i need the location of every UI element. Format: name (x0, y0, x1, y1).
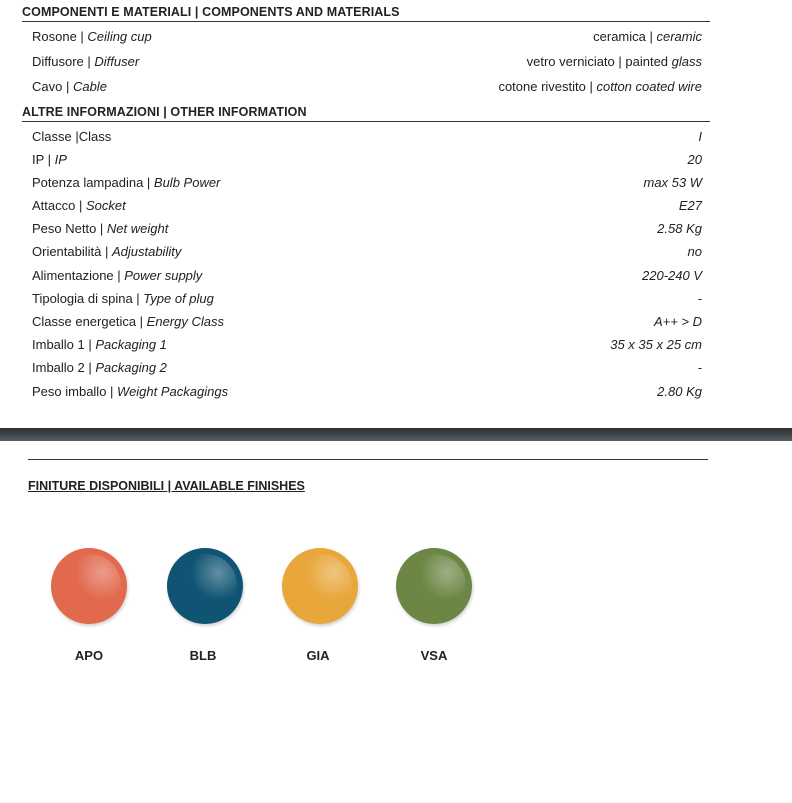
spec-row-packaging-1: Imballo 1 | Packaging 1 35 x 35 x 25 cm (32, 337, 702, 352)
spec-row-weight-packagings: Peso imballo | Weight Packagings 2.80 Kg (32, 384, 702, 399)
other-info-section-title: ALTRE INFORMAZIONI | OTHER INFORMATION (22, 105, 710, 122)
finish-code-blb: BLB (189, 648, 217, 663)
page-separator-band (0, 428, 792, 441)
finish-code-apo: APO (74, 648, 104, 663)
spec-row-energy-class: Classe energetica | Energy Class A++ > D (32, 314, 702, 329)
spec-row-net-weight: Peso Netto | Net weight 2.58 Kg (32, 221, 702, 236)
finish-swatch-vsa (396, 548, 472, 624)
finishes-divider (28, 459, 708, 460)
spec-row-cable: Cavo | Cable cotone rivestito | cotton coated wire (32, 79, 702, 94)
spec-row-bulb-power: Potenza lampadina | Bulb Power max 53 W (32, 175, 702, 190)
spec-row-type-of-plug: Tipologia di spina | Type of plug - (32, 291, 702, 306)
spec-row-packaging-2: Imballo 2 | Packaging 2 - (32, 360, 702, 375)
spec-row-class: Classe |Class I (32, 129, 702, 144)
spec-row-adjustability: Orientabilità | Adjustability no (32, 244, 702, 259)
components-section-title: COMPONENTI E MATERIALI | COMPONENTS AND MATERIALS (22, 5, 710, 22)
spec-row-diffuser: Diffusore | Diffuser vetro verniciato | painted glass (32, 54, 702, 69)
spec-row-ceiling-cup: Rosone | Ceiling cup ceramica | ceramic (32, 29, 702, 44)
finish-swatch-blb (167, 548, 243, 624)
finish-code-gia: GIA (306, 648, 330, 663)
spec-row-power-supply: Alimentazione | Power supply 220-240 V (32, 268, 702, 283)
finish-swatch-apo (51, 548, 127, 624)
spec-row-ip: IP | IP 20 (32, 152, 702, 167)
finish-swatch-gia (282, 548, 358, 624)
finish-code-vsa: VSA (420, 648, 448, 663)
finishes-section-title: FINITURE DISPONIBILI | AVAILABLE FINISHES (28, 479, 305, 493)
spec-row-socket: Attacco | Socket E27 (32, 198, 702, 213)
